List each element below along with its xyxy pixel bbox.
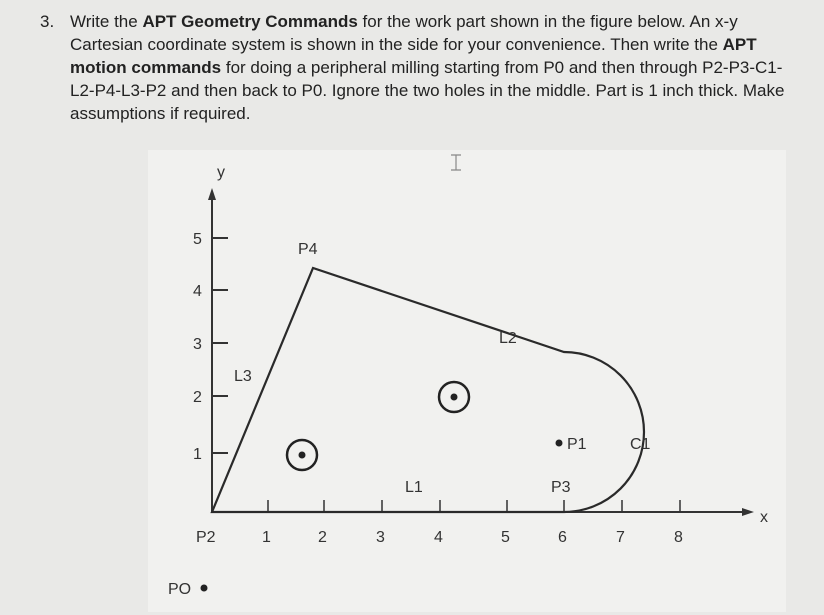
y-tick-2-label: 2 bbox=[193, 389, 202, 406]
question-bold-motion: APT motion commands bbox=[70, 35, 757, 77]
question-text bbox=[70, 10, 800, 125]
question-bold-geometry: APT Geometry Commands bbox=[142, 12, 358, 31]
question-text-part-1: Write the bbox=[70, 12, 143, 31]
label-l3: L3 bbox=[234, 368, 252, 385]
x-tick-5-label: 5 bbox=[501, 529, 510, 546]
y-tick-3-label: 3 bbox=[193, 336, 202, 353]
question-text-part-2: for the work part shown in the figure below. An x-y Cartesian coordinate system is shown in the side for your convenience. Then write the bbox=[70, 12, 738, 54]
point-p0-marker bbox=[201, 585, 208, 592]
label-p1: P1 bbox=[567, 436, 587, 453]
x-tick-1-label: 1 bbox=[262, 529, 271, 546]
y-tick-5-label: 5 bbox=[193, 231, 202, 248]
work-part-figure bbox=[148, 150, 786, 612]
label-p3: P3 bbox=[551, 479, 571, 496]
question-text-part-3: for doing a peripheral milling starting from P0 and then through P2-P3-C1-L2-P4-L3-P2 and then back to P0. Ignore the two holes in the middle. Part is 1 inch thick. Make assumptions if required. bbox=[70, 58, 785, 123]
label-l1: L1 bbox=[405, 479, 423, 496]
part-outline bbox=[212, 268, 644, 512]
y-axis-arrow-icon bbox=[208, 188, 216, 200]
y-tick-1-label: 1 bbox=[193, 446, 202, 463]
x-tick-4-label: 4 bbox=[434, 529, 443, 546]
y-ticks bbox=[193, 231, 228, 463]
label-c1: C1 bbox=[630, 436, 651, 453]
x-tick-2-label: 2 bbox=[318, 529, 327, 546]
point-p1-marker bbox=[556, 440, 563, 447]
y-tick-4-label: 4 bbox=[193, 283, 202, 300]
x-axis-label: x bbox=[760, 509, 768, 526]
x-tick-8-label: 8 bbox=[674, 529, 683, 546]
text-cursor-icon bbox=[451, 155, 461, 170]
question-number: 3. bbox=[40, 12, 55, 31]
label-p0: PO bbox=[168, 581, 192, 598]
label-p4: P4 bbox=[298, 241, 318, 258]
x-tick-6-label: 6 bbox=[558, 529, 567, 546]
label-l2: L2 bbox=[499, 330, 517, 347]
label-p2: P2 bbox=[196, 529, 216, 546]
work-part-drawing bbox=[148, 150, 786, 612]
x-axis-arrow-icon bbox=[742, 508, 754, 516]
x-tick-3-label: 3 bbox=[376, 529, 385, 546]
hole-right-center bbox=[451, 394, 458, 401]
hole-left-center bbox=[299, 452, 306, 459]
x-tick-7-label: 7 bbox=[616, 529, 625, 546]
y-axis-label: y bbox=[217, 164, 225, 181]
x-ticks bbox=[262, 500, 683, 546]
